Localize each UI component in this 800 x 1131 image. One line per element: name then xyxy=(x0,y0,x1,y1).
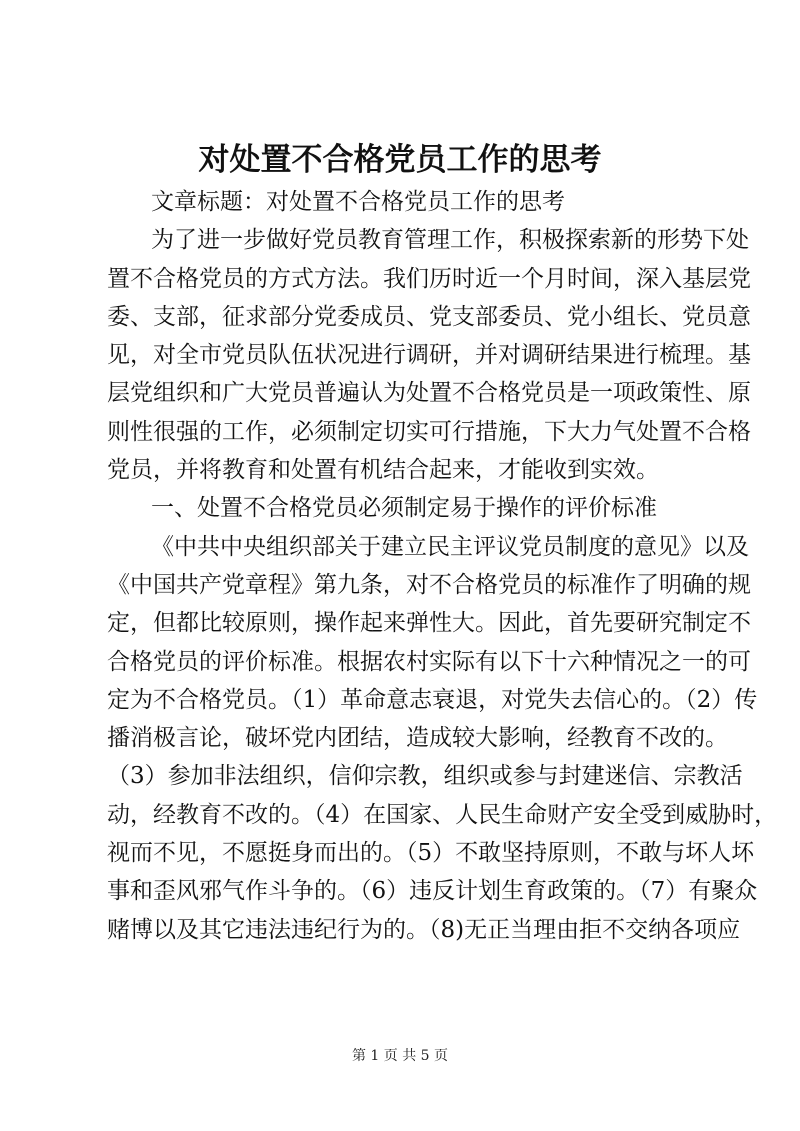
body-line: 赌博以及其它违法违纪行为的。（8)无正当理由拒不交纳各项应 xyxy=(107,916,741,943)
document-title: 对处置不合格党员工作的思考 xyxy=(198,142,602,178)
body-line: 文章标题：对处置不合格党员工作的思考 xyxy=(151,189,565,215)
body-line: 视而不见，不愿挺身而出的。（5）不敢坚持原则，不敢与坏人坏 xyxy=(107,840,755,867)
page-number: 第 1 页 共 5 页 xyxy=(351,1048,449,1064)
body-line: 见，对全市党员队伍状况进行调研，并对调研结果进行梳理。基 xyxy=(107,342,751,369)
body-line: 层党组织和广大党员普遍认为处置不合格党员是一项政策性、原 xyxy=(107,380,751,407)
body-line: 置不合格党员的方式方法。我们历时近一个月时间，深入基层党 xyxy=(107,265,751,292)
body-line: 《中国共产党章程》第九条，对不合格党员的标准作了明确的规 xyxy=(107,571,751,598)
body-line: 党员，并将教育和处置有机结合起来，才能收到实效。 xyxy=(107,457,659,484)
body-line: 为了进一步做好党员教育管理工作，积极探索新的形势下处 xyxy=(151,227,749,254)
document-body xyxy=(107,183,778,949)
body-line: 播消极言论，破坏党内团结，造成较大影响，经教育不改的。 xyxy=(107,725,728,752)
body-line: 委、支部，征求部分党委成员、党支部委员、党小组长、党员意 xyxy=(107,303,751,330)
body-line: 则性很强的工作，必须制定切实可行措施，下大力气处置不合格 xyxy=(107,418,751,445)
body-line: 合格党员的评价标准。根据农村实际有以下十六种情况之一的可 xyxy=(107,648,751,675)
body-line: 定为不合格党员。（1）革命意志衰退，对党失去信心的。（2）传 xyxy=(107,686,758,713)
body-line: 《中共中央组织部关于建立民主评议党员制度的意见》以及 xyxy=(151,533,749,560)
body-line: 动，经教育不改的。（4）在国家、人民生命财产安全受到威胁时， xyxy=(107,801,778,828)
section-heading: 一、处置不合格党员必须制定易于操作的评价标准 xyxy=(151,495,657,522)
body-line: （3）参加非法组织，信仰宗教，组织或参与封建迷信、宗教活 xyxy=(107,763,743,790)
body-line: 定，但都比较原则，操作起来弹性大。因此，首先要研究制定不 xyxy=(107,610,751,637)
body-line: 事和歪风邪气作斗争的。（6）违反计划生育政策的。（7）有聚众 xyxy=(107,878,758,905)
